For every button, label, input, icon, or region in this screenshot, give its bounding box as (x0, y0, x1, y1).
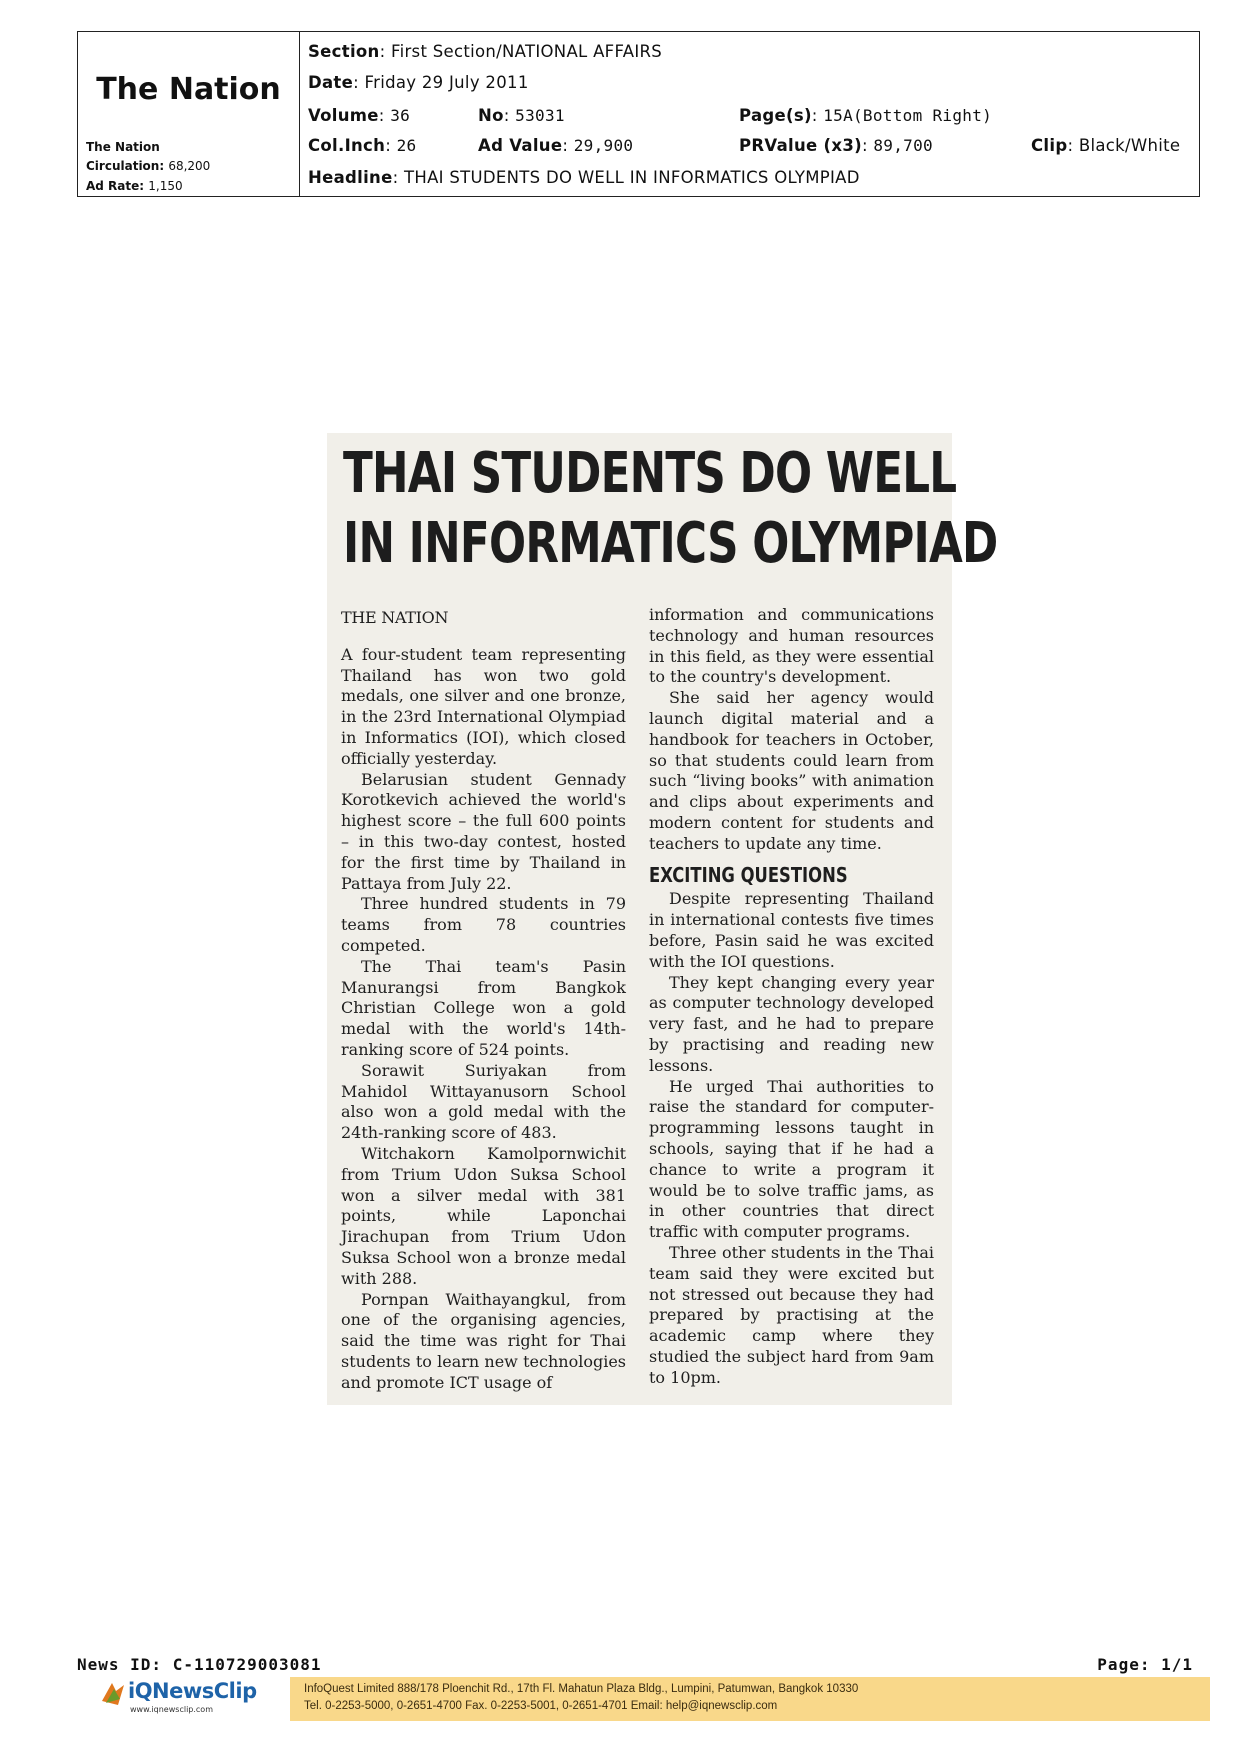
article-clipping (327, 433, 998, 1405)
article-headline (343, 439, 998, 579)
logo-text: iQNewsClip (128, 1679, 257, 1703)
pr-value-field: PRValue (x3): 89,700 (739, 136, 933, 155)
news-id: News ID: C-110729003081 (77, 1655, 322, 1674)
article-column-1 (341, 608, 626, 1393)
metadata-panel (300, 32, 1199, 196)
paragraph: Sorawit Suriyakan from Mahidol Wittayanusorn School also won a gold medal with the 24th-ranking score of 483. (341, 1060, 626, 1143)
headline-line-1: THAI STUDENTS DO WELL (343, 441, 957, 506)
ad-rate: Ad Rate: 1,150 (86, 179, 183, 193)
clipping-header (77, 31, 1200, 197)
pages-field: Page(s): 15A(Bottom Right) (739, 106, 993, 125)
clip-field: Clip: Black/White (1031, 136, 1181, 155)
page-number: Page: 1/1 (1097, 1655, 1193, 1674)
paragraph: Three hundred students in 79 teams from 78 countries competed. (341, 894, 626, 955)
article-subhead: EXCITING QUESTIONS (649, 862, 848, 887)
byline: THE NATION (341, 608, 449, 627)
headline-field: Headline: THAI STUDENTS DO WELL IN INFORMATICS OLYMPIAD (308, 168, 860, 187)
logo-mark-icon (98, 1679, 128, 1709)
paragraph: information and communications technology and human resources in this field, as they were essential to the country's development. (649, 605, 934, 687)
paragraph: Pornpan Waithayangkul, from one of the organising agencies, said the time was right for Thai students to learn new technologies and promote ICT usage of (341, 1289, 626, 1392)
paragraph: They kept changing every year as computer technology developed very fast, and he had to prepare by practising and reading new lessons. (649, 972, 934, 1075)
paragraph: Belarusian student Gennady Korotkevich achieved the world's highest score – the full 600 points – in this two-day contest, hosted for the first time by Thailand in Pattaya from July 22. (341, 769, 626, 893)
publication-name-small: The Nation (86, 140, 160, 154)
paragraph: A four-student team representing Thailand has won two gold medals, one silver and one bronze, in the 23rd International Olympiad in Informatics (IOI), which closed officially yesterday. (341, 644, 626, 768)
circulation: Circulation: 68,200 (86, 159, 211, 173)
logo-url: www.iqnewsclip.com (130, 1705, 213, 1714)
number-field: No: 53031 (478, 106, 565, 125)
paragraph: She said her agency would launch digital material and a handbook for teachers in October, so that students could learn from such “living books” with animation and clips about experiments and modern content for students and teachers to update any time. (649, 688, 934, 853)
paragraph: The Thai team's Pasin Manurangsi from Bangkok Christian College won a gold medal with the world's 14th-ranking score of 524 points. (341, 956, 626, 1059)
col-inch-field: Col.Inch: 26 (308, 136, 417, 155)
paragraph: He urged Thai authorities to raise the standard for computer-programming lessons taught in schools, saying that if he had a chance to write a program it would be to solve traffic jams, as in other countries that direct traffic with computer programs. (649, 1076, 934, 1242)
volume-field: Volume: 36 (308, 106, 411, 125)
paragraph: Despite representing Thailand in international contests five times before, Pasin said he was excited with the IOI questions. (649, 889, 934, 971)
paragraph: Witchakorn Kamolpornwichit from Trium Udon Suksa School won a silver medal with 381 points, while Laponchai Jirachupan from Trium Udon Suksa School won a bronze medal with 288. (341, 1143, 626, 1288)
date-field: Date: Friday 29 July 2011 (308, 73, 529, 92)
publication-panel (78, 32, 300, 196)
section-field: Section: First Section/NATIONAL AFFAIRS (308, 42, 663, 61)
address-line: InfoQuest Limited 888/178 Ploenchit Rd., 17th Fl. Mahatun Plaza Bldg., Lumpini, Patumwan, Bangkok 10330 (304, 1683, 859, 1695)
contact-line: Tel. 0-2253-5000, 0-2651-4700 Fax. 0-2253-5001, 0-2651-4701 Email: help@iqnewsclip.com (304, 1700, 778, 1712)
ad-value-field: Ad Value: 29,900 (478, 136, 634, 155)
contact-bar (290, 1677, 1210, 1721)
iqnewsclip-logo (90, 1677, 265, 1721)
headline-line-2: IN INFORMATICS OLYMPIAD (343, 511, 998, 576)
paragraph: Three other students in the Thai team said they were excited but not stressed out because they had prepared by practising at the academic camp where they studied the subject hard from 9am to 10pm. (649, 1242, 934, 1387)
article-column-2 (649, 605, 934, 1388)
publication-title: The Nation (96, 72, 281, 107)
